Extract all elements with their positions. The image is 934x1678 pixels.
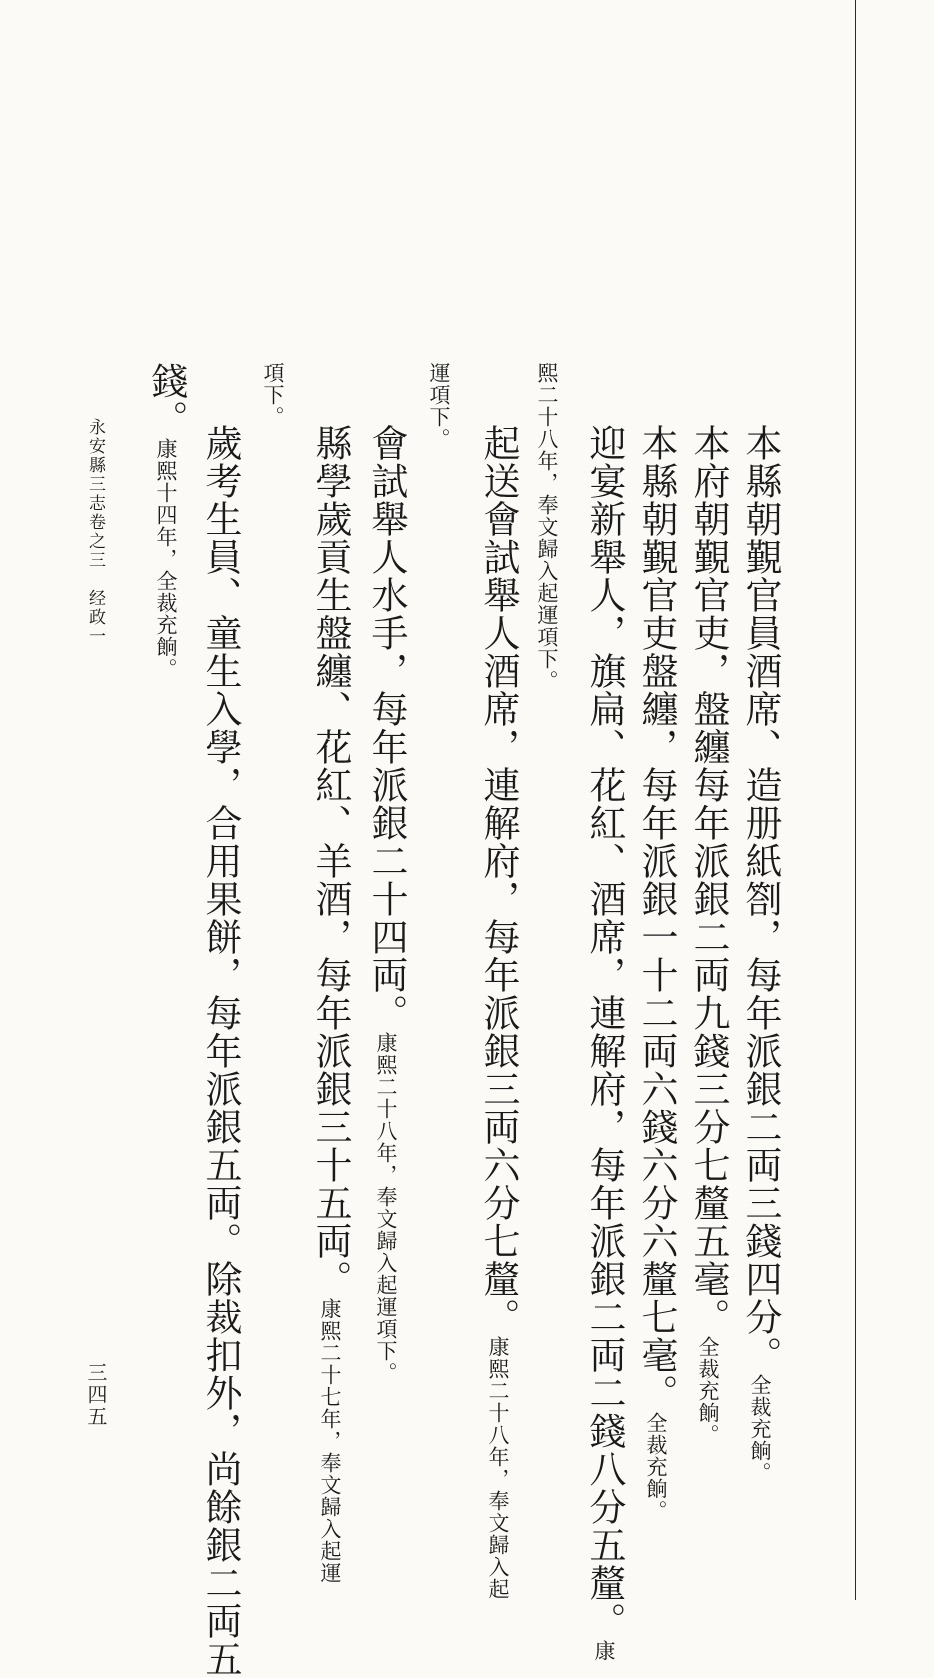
main-text: 本縣朝覲官吏盤纏，每年派銀一十二両六錢六分六釐七毫。: [635, 424, 678, 1412]
main-text: 迎宴新舉人，旗扁、花紅、酒席，連解府，每年派銀二両二錢八分五釐。: [583, 424, 626, 1640]
annotation-note: 全裁充餉。: [696, 1336, 720, 1446]
main-text: 會試舉人水手，每年派銀二十四両。: [365, 424, 408, 1032]
text-column-3: [635, 424, 678, 1522]
annotation-note: 全裁充餉。: [748, 1374, 772, 1484]
main-text: 歲考生員、童生入學，合用果餅，每年派銀五両。除裁扣外，尚餘銀二両五: [199, 424, 242, 1678]
page-number: 三四五: [84, 1362, 108, 1428]
annotation-note: 康熙二十七年，奉文歸入起運: [318, 1298, 342, 1584]
annotation-note: 運項下。: [427, 362, 451, 450]
text-column-6: [477, 424, 520, 1600]
annotation-note: 康熙二十八年，奉文歸入起運項下。: [374, 1032, 398, 1384]
text-column-1: [739, 424, 782, 1484]
text-column-2: [687, 424, 730, 1446]
main-text: 起送會試舉人酒席，連解府，每年派銀三両六分七釐。: [477, 424, 520, 1336]
text-column-8: [365, 424, 408, 1384]
page-gutter-line: [855, 0, 856, 1600]
text-column-12: [145, 362, 188, 680]
book-title: 永安縣三志卷之三: [85, 418, 105, 570]
text-column-10: [262, 362, 283, 428]
main-text: 錢。: [145, 362, 188, 438]
running-footer: [86, 418, 103, 646]
text-column-5: [536, 362, 557, 692]
text-column-11: [199, 424, 242, 1678]
text-column-4: [583, 424, 626, 1662]
text-column-9: [309, 424, 352, 1584]
main-text: 本府朝覲官吏，盤纏每年派銀二両九錢三分七釐五毫。: [687, 424, 730, 1336]
annotation-note: 全裁充餉。: [644, 1412, 668, 1522]
footer-spacer: [85, 570, 105, 589]
section-name: 经政一: [85, 589, 105, 646]
main-text: 本縣朝覲官員酒席、造册紙劄，每年派銀二両三錢四分。: [739, 424, 782, 1374]
annotation-note: 康: [592, 1640, 616, 1662]
annotation-note: 康熙十四年，全裁充餉。: [154, 438, 178, 680]
text-column-7: [428, 362, 449, 450]
annotation-note: 項下。: [261, 362, 285, 428]
annotation-note: 熙二十八年，奉文歸入起運項下。: [535, 362, 559, 692]
annotation-note: 康熙二十八年，奉文歸入起: [486, 1336, 510, 1600]
main-text: 縣學歲貢生盤纏、花紅、羊酒，每年派銀三十五両。: [309, 424, 352, 1298]
